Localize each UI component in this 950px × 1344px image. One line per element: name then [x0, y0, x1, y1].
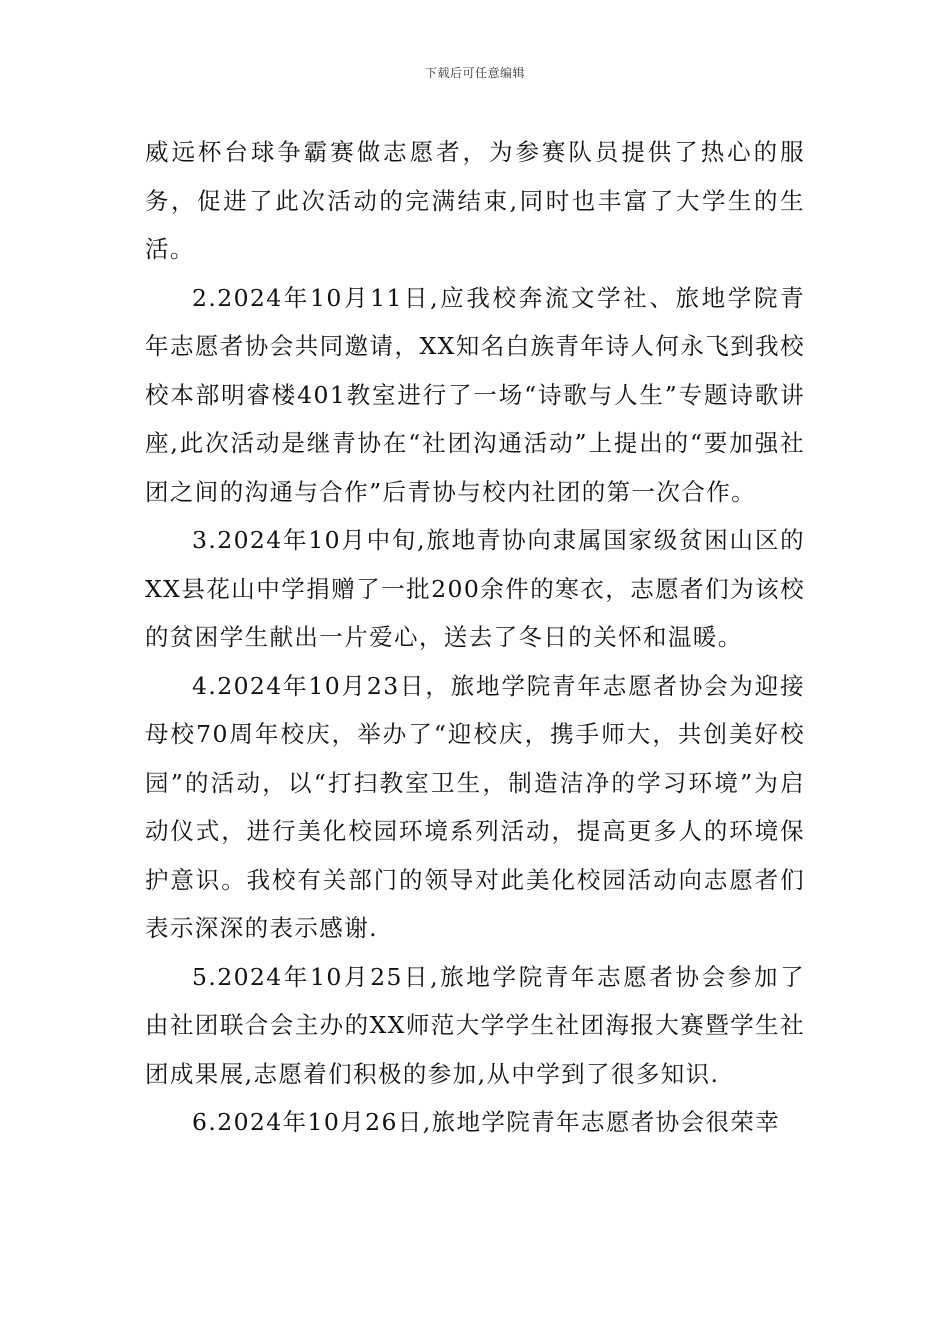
paragraph-1: 威远杯台球争霸赛做志愿者，为参赛队员提供了热心的服务，促进了此次活动的完满结束,同时也丰富了大学生的生活。 [145, 138, 805, 263]
paragraph-6: 6.2024年10月26日,旅地学院青年志愿者协会很荣幸 [192, 1108, 781, 1136]
page-header-note: 下载后可任意编辑 [424, 66, 525, 80]
paragraph-5: 5.2024年10月25日,旅地学院青年志愿者协会参加了由社团联合会主办的XX师范大学学生社团海报大赛暨学生社团成果展,志愿着们积极的参加,从中学到了很多知识. [145, 962, 805, 1088]
paragraph-3: 3.2024年10月中旬,旅地青协向隶属国家级贫困山区的XX县花山中学捐赠了一批200余件的寒衣，志愿者们为该校的贫困学生献出一片爱心，送去了冬日的关怀和温暖。 [145, 526, 805, 651]
document-body [145, 128, 805, 1147]
paragraph-2: 2.2024年10月11日,应我校奔流文学社、旅地学院青年志愿者协会共同邀请，XX知名白族青年诗人何永飞到我校校本部明睿楼401教室进行了一场“诗歌与人生”专题诗歌讲座,此次活动是继青协在“社团沟通活动”上提出的“要加强社团之间的沟通与合作”后青协与校内社团的第一次合作。 [145, 283, 805, 506]
paragraph-4: 4.2024年10月23日，旅地学院青年志愿者协会为迎接母校70周年校庆，举办了“迎校庆，携手师大，共创美好校园”的活动，以“打扫教室卫生，制造洁净的学习环境”为启动仪式，进行美化校园环境系列活动，提高更多人的环境保护意识。我校有关部门的领导对此美化校园活动向志愿者们表示深深的表示感谢. [145, 671, 805, 942]
